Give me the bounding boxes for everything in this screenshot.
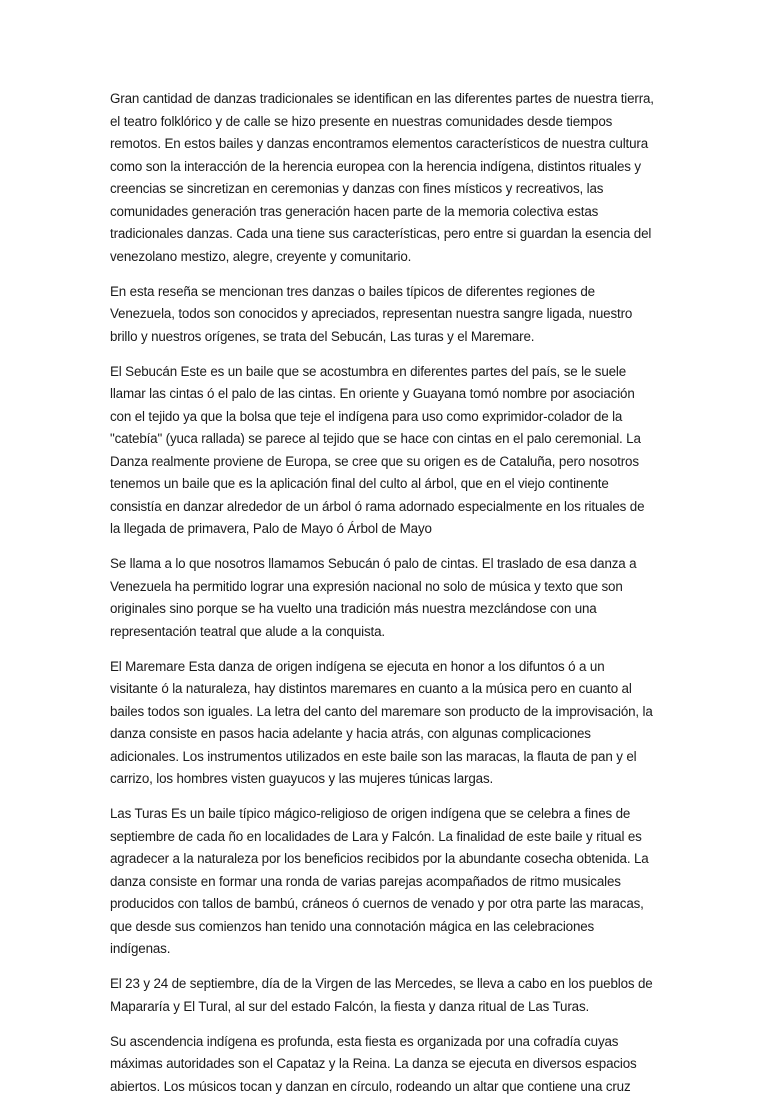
document-page (110, 88, 655, 1111)
paragraph-las-turas-dates: El 23 y 24 de septiembre, día de la Virgen de las Mercedes, se lleva a cabo en los pueblos de Mapararía y El Tural, al sur del estado Falcón, la fiesta y danza ritual de Las Turas. (110, 976, 653, 1014)
paragraph-overview: En esta reseña se mencionan tres danzas o bailes típicos de diferentes regiones de Venezuela, todos son conocidos y apreciados, representan nuestra sangre ligada, nuestro brillo y nuestros orígenes, se trata del Sebucán, Las turas y el Maremare. (110, 283, 633, 344)
paragraph-sebucan: El Sebucán Este es un baile que se acostumbra en diferentes partes del país, se le suele llamar las cintas ó el palo de las cintas. En oriente y Guayana tomó nombre por asociación con el tejido ya que la bolsa que teje el indígena para uso como exprimidor-colador de la "catebía" (yuca rallada) se parece al tejido que se hace con cintas en el palo ceremonial. La Danza realmente proviene de Europa, se cree que su origen es de Cataluña, pero nosotros tenemos un baile que es la aplicación final del culto al árbol, que en el viejo continente consistía en danzar alrededor de un árbol ó rama adornado especialmente en los rituales de la llegada de primavera, Palo de Mayo ó Árbol de Mayo (110, 363, 645, 536)
paragraph-las-turas-ancestry: Su ascendencia indígena es profunda, esta fiesta es organizada por una cofradía cuyas máximas autoridades son el Capataz y la Reina. La danza se ejecuta en diversos espacios abiertos. Los músicos tocan y danzan en círculo, rodeando un altar que contiene una cruz (110, 1033, 637, 1094)
paragraph-intro: Gran cantidad de danzas tradicionales se identifican en las diferentes partes de nuestra tierra, el teatro folklórico y de calle se hizo presente en nuestras comunidades desde tiempos remotos. En estos bailes y danzas encontramos elementos característicos de nuestra cultura como son la interacción de la herencia europea con la herencia indígena, distintos rituales y creencias se sincretizan en ceremonias y danzas con fines místicos y recreativos, las comunidades generación tras generación hacen parte de la memoria colectiva estas tradicionales danzas. Cada una tiene sus características, pero entre si guardan la esencia del venezolano mestizo, alegre, creyente y comunitario. (110, 91, 654, 264)
paragraph-maremare: El Maremare Esta danza de origen indígena se ejecuta en honor a los difuntos ó a un visitante ó la naturaleza, hay distintos maremares en cuanto a la música pero en cuanto al bailes todos son iguales. La letra del canto del maremare son producto de la improvisación, la danza consiste en pasos hacia adelante y hacia atrás, con algunas complicaciones adicionales. Los instrumentos utilizados en este baile son las maracas, la flauta de pan y el carrizo, los hombres visten guayucos y las mujeres túnicas largas. (110, 658, 653, 786)
paragraph-las-turas: Las Turas Es un baile típico mágico-religioso de origen indígena que se celebra a fines de septiembre de cada ño en localidades de Lara y Falcón. La finalidad de este baile y ritual es agradecer a la naturaleza por los beneficios recibidos por la abundante cosecha obtenida. La danza consiste en formar una ronda de varias parejas acompañados de ritmo musicales producidos con tallos de bambú, cráneos ó cuernos de venado y por otra parte las maracas, que desde sus comienzos han tenido una connotación mágica en las celebraciones indígenas. (110, 806, 649, 956)
paragraph-sebucan-origin: Se llama a lo que nosotros llamamos Sebucán ó palo de cintas. El traslado de esa danza a Venezuela ha permitido lograr una expresión nacional no solo de música y texto que son originales sino porque se ha vuelto una tradición más nuestra mezclándose con una representación teatral que alude a la conquista. (110, 556, 637, 639)
